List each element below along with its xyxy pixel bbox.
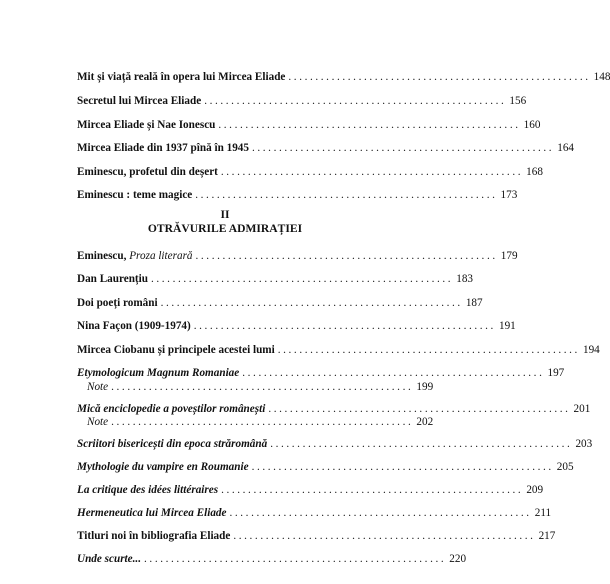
toc-leader-dots: ........................................................ [160,297,463,309]
toc-entry [77,366,565,380]
toc-entry [77,188,518,202]
toc-leader-dots: ........................................................ [220,166,524,178]
toc-entry-title: Dan Laurențiu [77,273,148,285]
toc-entry [77,319,516,333]
toc-entry-page: 205 [556,461,574,473]
toc-entry-page: 199 [416,381,434,393]
toc-entry-title: Nina Façon (1909-1974) [77,320,191,332]
toc-subentry [87,415,434,429]
section-heading: OTRĂVURILE ADMIRAȚIEI [147,222,303,235]
toc-entry-page: 202 [416,416,434,428]
toc-entry-title: Titluri noi în bibliografia Eliade [77,530,231,542]
toc-entry-page: 211 [534,507,552,519]
toc-entry [77,249,518,263]
toc-leader-dots: ........................................................ [277,344,580,356]
toc-entry-title: Scriitori bisericești din epoca străromână [77,438,268,450]
toc-entry-title: Doi poeți români [77,297,158,309]
toc-entry [77,272,473,286]
section-numeral: II [220,208,230,221]
toc-subentry [87,380,434,394]
toc-leader-dots: ........................................................ [144,553,447,565]
toc-entry [77,118,541,132]
toc-subentry-title: Note [87,381,109,393]
toc-leader-dots: ........................................................ [233,530,536,542]
toc-leader-dots: ........................................................ [150,273,454,285]
toc-entry-page: 217 [538,530,556,542]
toc-entry [77,552,467,566]
toc-entry-title: Eminescu, profetul din deșert [77,166,218,178]
toc-entry [77,165,543,179]
toc-entry [77,529,556,543]
toc-entry-page: 173 [500,189,518,201]
toc-entry-page: 220 [449,553,467,565]
toc-leader-dots: ........................................................ [288,71,591,83]
toc-leader-dots: ........................................................ [268,403,571,415]
toc-leader-dots: ........................................................ [111,416,414,428]
toc-leader-dots: ........................................................ [195,250,498,262]
toc-entry-title: Eminescu : teme magice [77,189,193,201]
toc-entry-title: Mică enciclopedie a poveștilor românești [77,403,266,415]
toc-entry-page: 164 [557,142,574,154]
toc-entry-page: 191 [498,320,516,332]
toc-entry-page: 203 [575,438,593,450]
toc-entry [77,437,593,451]
toc-leader-dots: ........................................................ [204,95,507,107]
toc-leader-dots: ........................................................ [111,381,414,393]
toc-entry-page: 197 [547,367,565,379]
toc-entry-title: Mircea Ciobanu și principele acestei lumi [77,344,275,356]
toc-leader-dots: ........................................................ [195,189,498,201]
toc-entry-page: 201 [573,403,591,415]
toc-entry [77,483,544,497]
toc-entry [77,70,610,84]
toc-entry-page: 168 [526,166,543,178]
toc-leader-dots: ........................................................ [229,507,532,519]
toc-entry [77,94,527,108]
toc-entry-title: Secretul lui Mircea Eliade [77,95,202,107]
toc-entry-page: 209 [526,484,544,496]
toc-entry-page: 187 [465,297,483,309]
toc-entry-page: 179 [500,250,518,262]
toc-entry-title: Mit și viață reală în opera lui Mircea Eliade [77,71,286,83]
toc-entry [77,343,600,357]
toc-entry-page: 148 [593,71,610,83]
toc-entry-title-part: Eminescu, [77,250,130,262]
toc-leader-dots: ........................................................ [221,484,524,496]
toc-leader-dots: ........................................................ [251,142,555,154]
toc-leader-dots: ........................................................ [242,367,545,379]
toc-entry-title: Mircea Eliade și Nae Ionescu [77,119,216,131]
toc-entry-page: 160 [523,119,541,131]
toc-entry-page: 194 [582,344,600,356]
toc-entry-title [77,249,193,263]
toc-leader-dots: ........................................................ [270,438,573,450]
toc-entry-page: 183 [456,273,473,285]
toc-entry-title-part: Proza literară [129,250,193,262]
toc-entry [77,141,574,155]
toc-entry-title: Mircea Eliade din 1937 pînă în 1945 [77,142,249,154]
toc-entry [77,460,574,474]
toc-entry-title: Mythologie du vampire en Roumanie [77,461,249,473]
toc-entry-title: Unde scurte... [77,553,142,565]
toc-entry-title: Etymologicum Magnum Romaniae [77,367,240,379]
toc-leader-dots: ........................................................ [218,119,521,131]
toc-entry [77,506,552,520]
toc-entry-title: La critique des idées littéraires [77,484,219,496]
toc-entry-page: 156 [509,95,527,107]
toc-entry-title: Hermeneutica lui Mircea Eliade [77,507,227,519]
toc-entry [77,296,483,310]
toc-entry [77,402,591,416]
toc-leader-dots: ........................................................ [193,320,496,332]
toc-leader-dots: ........................................................ [251,461,554,473]
toc-subentry-title: Note [87,416,109,428]
